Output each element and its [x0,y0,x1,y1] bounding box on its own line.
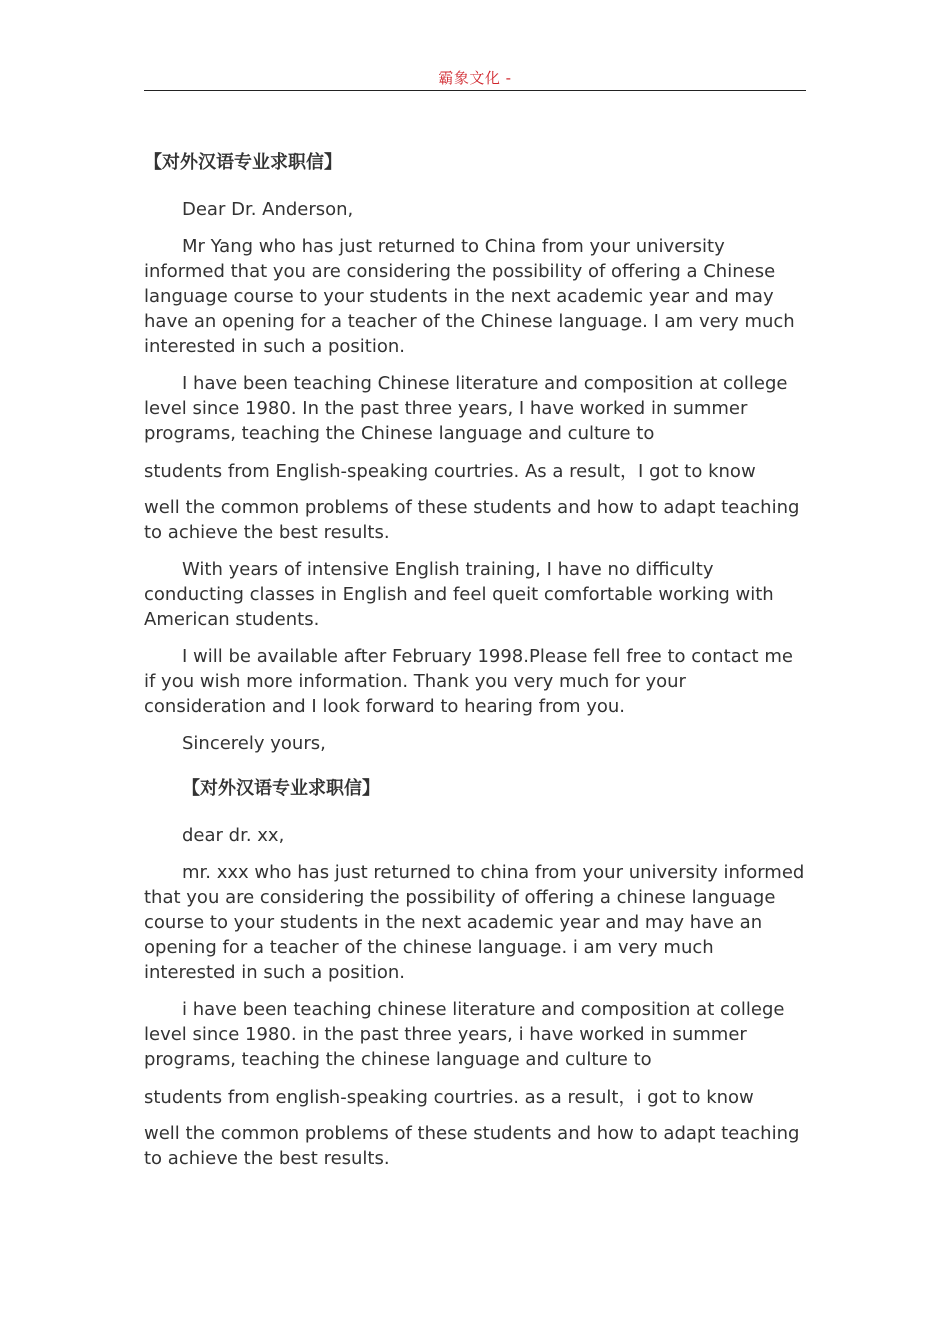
letter-1-paragraph-2-part-a: I have been teaching Chinese literature and composition at college level since 1980. In the past three years, I have worked in summer programs, teaching the Chinese language and culture to [144,373,788,444]
header-title: 霸象文化 - [438,69,512,87]
letter-1-paragraph-2-part-b: students from English-speaking courtries. As a result，I got to know [144,461,756,482]
letter-2-paragraph-1: mr. xxx who has just returned to china from your university informed that you are considering the possibility of offering a chinese language course to your students in the next academic year and may have an opening for a teacher of the chinese language. i am very much interested in such a position. [144,862,805,983]
letter-2-paragraph-2-part-b: students from english-speaking courtries. as a result，i got to know [144,1087,754,1108]
letter-1-closing: Sincerely yours, [182,733,326,754]
letter-2-paragraph-2-end [144,1121,806,1171]
letter-1-paragraph-2-end [144,495,806,545]
letter-1-paragraph-1: Mr Yang who has just returned to China from your university informed that you are considering the possibility of offering a Chinese language course to your students in the next academic year and may have an opening for a teacher of the Chinese language. I am very much interested in such a position. [144,236,795,357]
letter-1-paragraph-2-continued [144,459,806,484]
letter-2-greeting: dear dr. xx, [182,825,285,846]
letter-1-paragraph-2-part-c: well the common problems of these students and how to adapt teaching to achieve the best results. [144,497,800,543]
letter-1-paragraph-2 [144,371,806,446]
letter-1-heading: 【对外汉语专业求职信】 [144,152,342,173]
letter-1-paragraph-3: With years of intensive English training, I have no difficulty conducting classes in English and feel queit comfortable working with American students. [144,559,774,630]
letter-2-paragraph-2-part-c: well the common problems of these students and how to adapt teaching to achieve the best results. [144,1123,800,1169]
letter-2-heading: 【对外汉语专业求职信】 [182,778,380,799]
letter-1-paragraph-4: I will be available after February 1998.Please fell free to contact me if you wish more information. Thank you very much for your consideration and I look forward to hearing from you. [144,646,793,717]
document-body [144,150,806,1183]
letter-2-paragraph-2 [144,997,806,1072]
page-header [144,68,806,91]
letter-1-greeting: Dear Dr. Anderson, [182,199,354,220]
letter-2-paragraph-2-continued [144,1085,806,1110]
letter-2-paragraph-2-part-a: i have been teaching chinese literature and composition at college level since 1980. in the past three years, i have worked in summer programs, teaching the chinese language and culture to [144,999,785,1070]
